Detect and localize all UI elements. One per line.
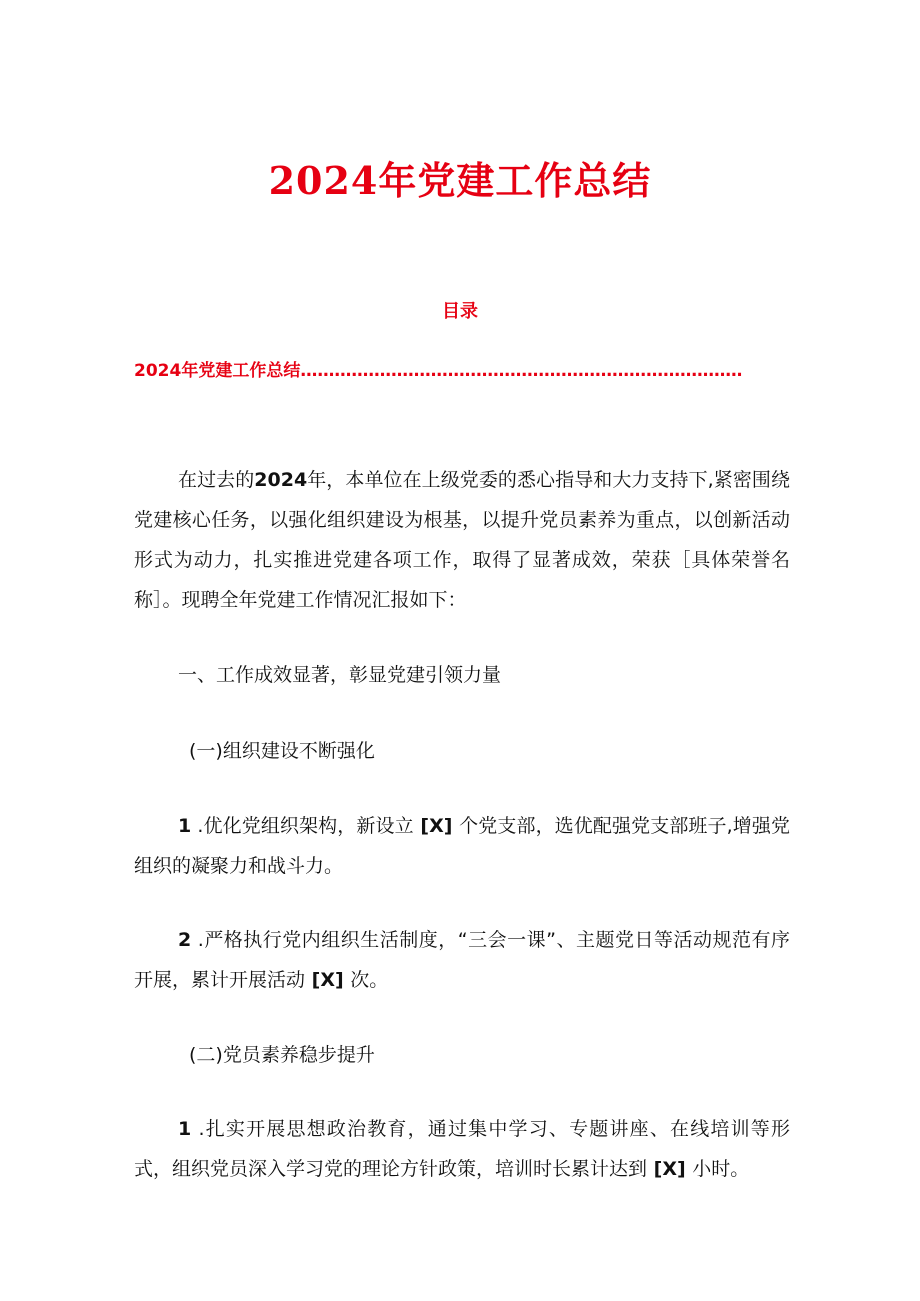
document-title: 2024年党建工作总结 (268, 158, 652, 203)
intro-text-start: 在过去的 (178, 469, 255, 491)
list-item-text-end: 次。 (350, 969, 389, 991)
toc-entry[interactable] (134, 356, 774, 381)
placeholder: [X] (305, 969, 351, 991)
list-item-number: 1 (178, 1118, 192, 1140)
list-item-text-end: 小时。 (692, 1158, 750, 1180)
list-item-text: .优化党组织架构，新设立 (191, 815, 414, 837)
placeholder: [X] (413, 815, 460, 837)
section1-heading: 一、工作成效显著，彰显党建引领力量 (178, 664, 502, 686)
list-item-text: .扎实开展思想政治教育，通过集中学习、专题讲座、在线培训等形式，组织党员深入学习党的理论方针政策，培训时长累计达到 (134, 1118, 790, 1180)
list-item (134, 806, 790, 886)
intro-paragraph (134, 460, 790, 620)
toc-entry-leader: …………………………………………………………………… (300, 361, 743, 381)
list-item-number: 2 (178, 929, 192, 951)
list-item (134, 1109, 790, 1189)
toc-heading: 目录 (442, 301, 478, 322)
placeholder: [X] (647, 1158, 693, 1180)
toc-entry-label: 2024年党建工作总结 (134, 361, 301, 381)
list-item-text-end: 个党支部，选优配强党支部班子,增强党组织的凝聚力和战斗力。 (134, 815, 790, 877)
list-item (134, 920, 790, 1000)
list-item-number: 1 (178, 815, 192, 837)
intro-text-rest: 年，本单位在上级党委的悉心指导和大力支持下,紧密围绕党建核心任务，以强化组织建设为根基，以提升党员素养为重点，以创新活动形式为动力，扎实推进党建各项工作，取得了显著成效，荣获［具体荣誉名称］。现聘全年党建工作情况汇报如下： (134, 469, 790, 611)
subsection1-heading: (一)组织建设不断强化 (189, 740, 375, 762)
subsection2-heading: (二)党员素养稳步提升 (189, 1044, 375, 1066)
intro-year: 2024 (254, 469, 308, 491)
list-item-text: .严格执行党内组织生活制度，“三会一课”、主题党日等活动规范有序开展，累计开展活动 (134, 929, 790, 991)
